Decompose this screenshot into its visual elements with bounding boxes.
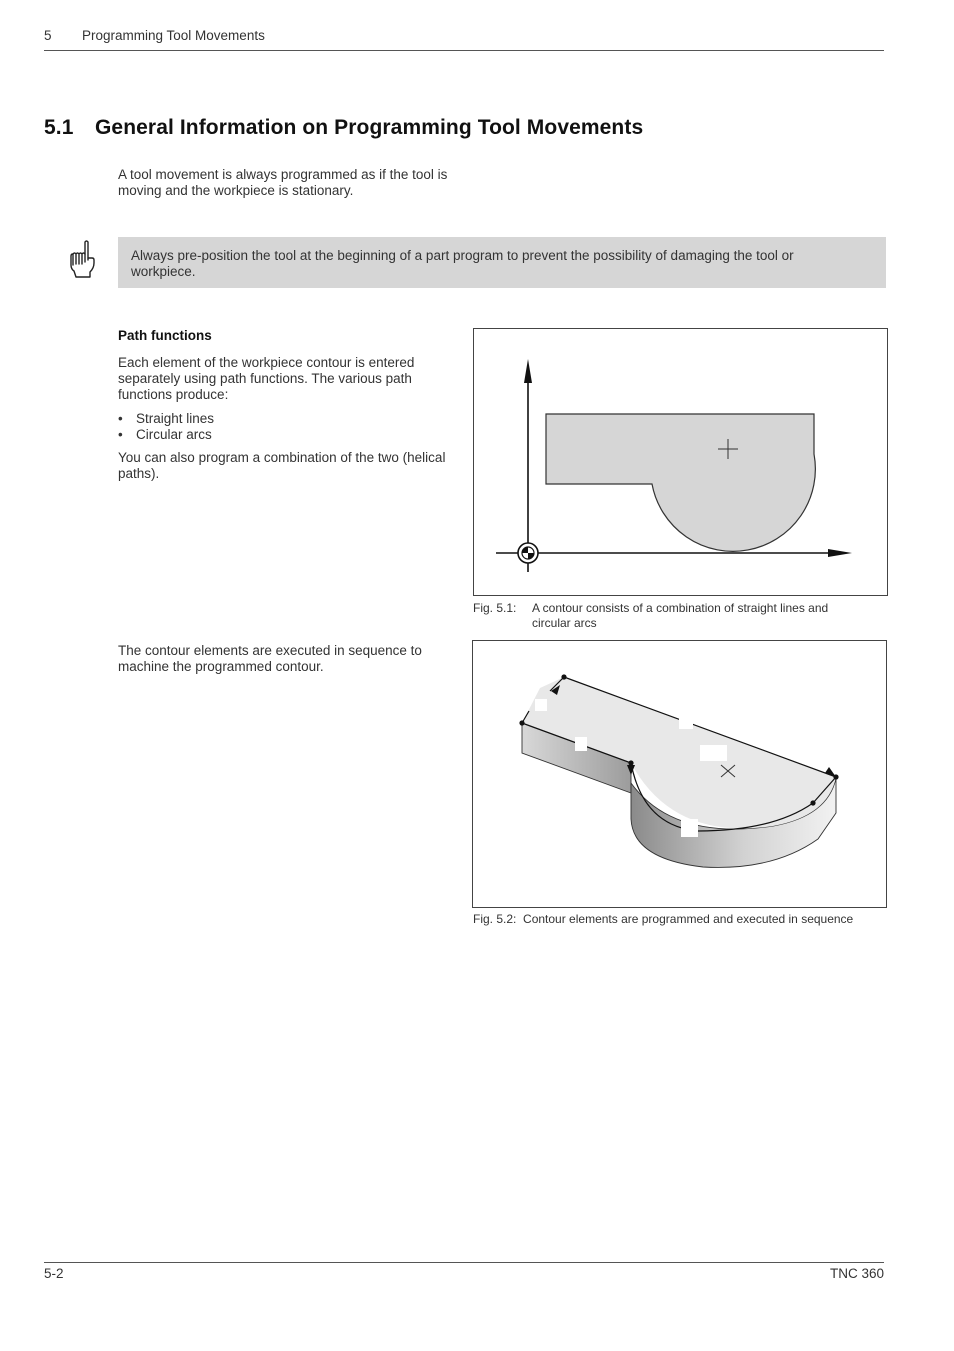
- figure-caption: A contour consists of a combination of straight lines and circular arcs: [532, 601, 829, 630]
- workpiece-contour: [546, 414, 815, 551]
- figure-number: Fig. 5.1:: [473, 601, 517, 615]
- datum-symbol: [518, 543, 538, 563]
- pointing-hand-icon: [66, 238, 98, 280]
- footer-product: TNC 360: [829, 1266, 884, 1281]
- figure-5-1: [473, 328, 888, 596]
- path-functions-list: [118, 411, 418, 443]
- section-number: 5.1: [44, 116, 74, 139]
- x-axis-arrow: [828, 549, 852, 557]
- contour-diagram: [474, 329, 887, 595]
- combination-paragraph: You can also program a combination of the two (helical paths).: [118, 450, 446, 481]
- section-title: [44, 116, 643, 140]
- figure-5-2: [472, 640, 887, 908]
- path-functions-heading: Path functions: [118, 328, 212, 343]
- list-item: • Straight lines: [118, 411, 418, 427]
- header-chapter-number: 5: [44, 28, 52, 43]
- sequence-paragraph: The contour elements are executed in sequence to machine the programmed contour.: [118, 643, 422, 674]
- y-axis-arrow: [524, 359, 532, 383]
- footer-rule: [44, 1262, 884, 1263]
- list-item: • Circular arcs: [118, 427, 418, 443]
- figure-5-1-caption: [473, 601, 888, 631]
- figure-caption: Contour elements are programmed and executed in sequence: [523, 912, 854, 926]
- header-chapter-title: Programming Tool Movements: [82, 28, 265, 43]
- intro-paragraph: A tool movement is always programmed as if the tool is moving and the workpiece is stationary.: [118, 167, 448, 198]
- section-title-text: General Information on Programming Tool Movements: [95, 116, 644, 139]
- figure-number: Fig. 5.2:: [473, 912, 517, 926]
- figure-5-2-caption: [473, 912, 888, 927]
- path-functions-paragraph: Each element of the workpiece contour is entered separately using path functions. The various path functions produce:: [118, 355, 415, 402]
- note-text: Always pre-position the tool at the beginning of a part program to prevent the possibility of damaging the tool or workpiece.: [131, 248, 794, 279]
- note-box: [118, 237, 886, 288]
- footer-page-number: 5-2: [44, 1266, 64, 1281]
- header-rule: [44, 50, 884, 51]
- 3d-contour-diagram: [473, 641, 886, 907]
